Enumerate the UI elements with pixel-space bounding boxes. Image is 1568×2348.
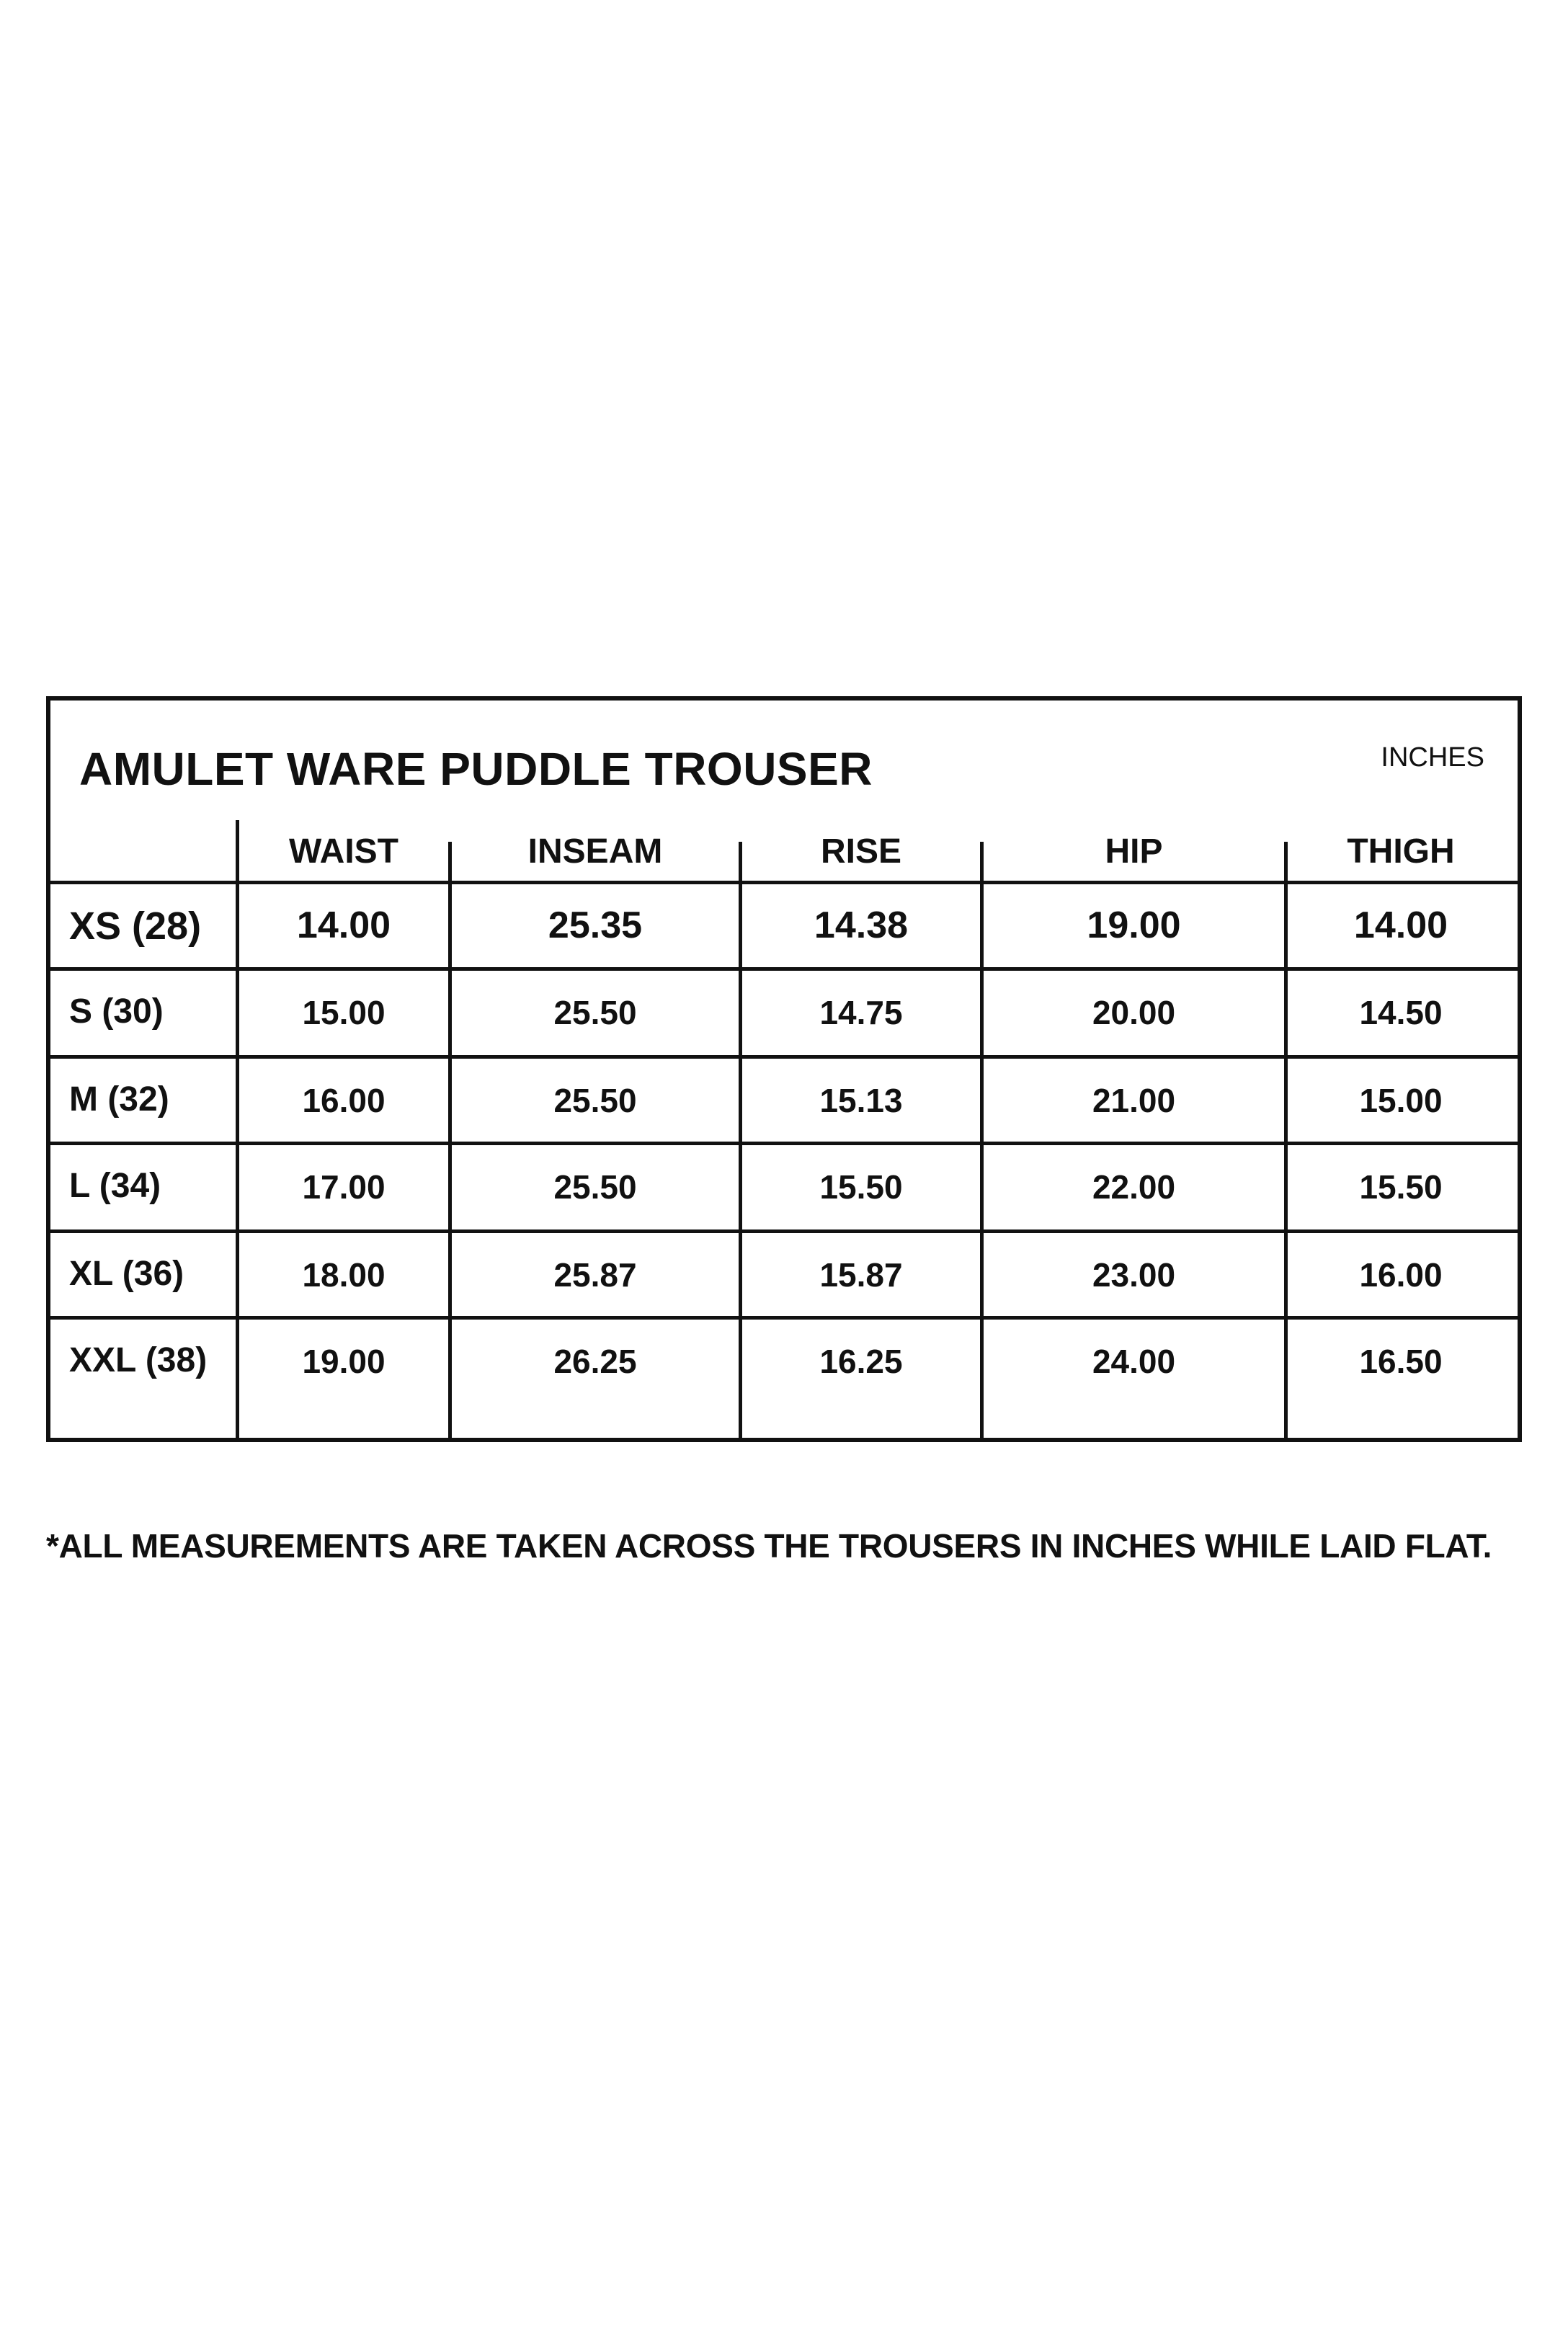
- table-cell: 16.50: [1359, 1343, 1443, 1380]
- table-cell: 15.87: [819, 1256, 903, 1294]
- grid-line: [50, 1142, 1518, 1145]
- chart-title: AMULET WARE PUDDLE TROUSER: [79, 743, 873, 795]
- table-cell: 16.00: [1359, 1256, 1443, 1294]
- table-cell: 14.00: [1353, 904, 1448, 946]
- table-cell: 18.00: [302, 1256, 386, 1294]
- table-cell: 25.35: [548, 904, 643, 946]
- table-cell: 15.00: [1359, 1082, 1443, 1119]
- table-cell: 14.00: [296, 904, 391, 946]
- table-cell: 16.25: [819, 1343, 903, 1380]
- table-cell: 21.00: [1092, 1082, 1176, 1119]
- table-cell: 25.50: [553, 1168, 637, 1206]
- grid-line: [50, 967, 1518, 971]
- grid-line: [50, 1316, 1518, 1320]
- column-header-hip: HIP: [1105, 832, 1163, 871]
- table-cell: 14.75: [819, 994, 903, 1031]
- size-chart-table: [46, 696, 1522, 1442]
- size-label: XXL (38): [69, 1341, 208, 1379]
- table-cell: 26.25: [553, 1343, 637, 1380]
- column-header-thigh: THIGH: [1347, 832, 1455, 871]
- column-header-rise: RISE: [820, 832, 902, 871]
- grid-line: [50, 881, 1518, 884]
- table-cell: 19.00: [1087, 904, 1181, 946]
- table-cell: 19.00: [302, 1343, 386, 1380]
- table-cell: 15.13: [819, 1082, 903, 1119]
- grid-line: [50, 1229, 1518, 1233]
- table-cell: 22.00: [1092, 1168, 1176, 1206]
- table-cell: 25.87: [553, 1256, 637, 1294]
- size-label: S (30): [69, 992, 164, 1031]
- table-cell: 15.50: [1359, 1168, 1443, 1206]
- table-cell: 17.00: [302, 1168, 386, 1206]
- table-cell: 15.50: [819, 1168, 903, 1206]
- size-label: XS (28): [69, 904, 202, 948]
- table-cell: 16.00: [302, 1082, 386, 1119]
- table-cell: 23.00: [1092, 1256, 1176, 1294]
- column-header-inseam: INSEAM: [527, 832, 663, 871]
- table-cell: 25.50: [553, 1082, 637, 1119]
- table-cell: 15.00: [302, 994, 386, 1031]
- grid-line: [50, 1055, 1518, 1059]
- column-header-waist: WAIST: [289, 832, 398, 871]
- measurement-footnote: *ALL MEASUREMENTS ARE TAKEN ACROSS THE TROUSERS IN INCHES WHILE LAID FLAT.: [46, 1527, 1492, 1565]
- size-label: XL (36): [69, 1255, 184, 1293]
- table-cell: 14.38: [814, 904, 909, 946]
- size-label: L (34): [69, 1167, 161, 1205]
- unit-label: INCHES: [1381, 742, 1484, 773]
- table-cell: 14.50: [1359, 994, 1443, 1031]
- size-label: M (32): [69, 1080, 169, 1119]
- table-cell: 24.00: [1092, 1343, 1176, 1380]
- table-cell: 25.50: [553, 994, 637, 1031]
- table-cell: 20.00: [1092, 994, 1176, 1031]
